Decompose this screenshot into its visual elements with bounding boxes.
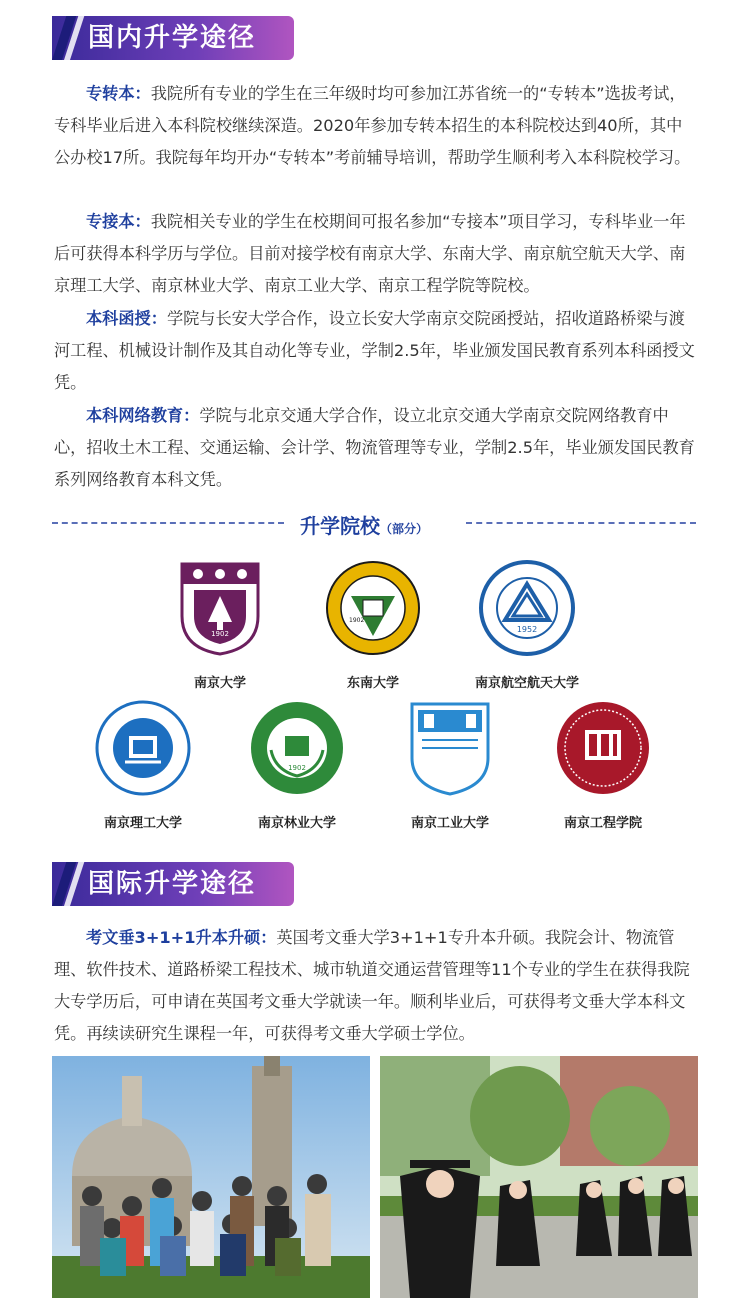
- domestic-title: 国内升学途径: [88, 23, 257, 53]
- paragraph-text: 学院与北京交通大学合作，设立北京交通大学南京交院网络教育中心，招收土木工程、交通运输、会计学、物流管理等专业，学制2.5年，毕业颁发国民教育系列网络教育本科文凭。: [54, 406, 695, 489]
- domestic-paragraph: [54, 303, 698, 399]
- domestic-paragraph: [54, 400, 698, 496]
- school-logo-item: [68, 700, 218, 831]
- nju-year: 1902: [211, 630, 229, 638]
- school-name: 南京大学: [193, 676, 246, 691]
- school-name: 东南大学: [346, 676, 399, 691]
- graduation-photo: [380, 1056, 698, 1298]
- paragraph-term: 专转本：: [86, 84, 151, 103]
- school-name: 南京工程学院: [563, 816, 642, 831]
- njtech-emblem-icon: [402, 700, 498, 796]
- paragraph-text: 我院所有专业的学生在三年级时均可参加江苏省统一的“专转本”选拔考试，专科毕业后进入本科院校继续深造。2020年参加专转本招生的本科院校达到40所，其中公办校17所。我院每年均开办“专转本”考前辅导培训，帮助学生顺利考入本科院校学习。: [54, 84, 691, 167]
- school-name: 南京航空航天大学: [474, 676, 579, 691]
- njfu-emblem-icon: [249, 700, 345, 796]
- njust-emblem-icon: [95, 700, 191, 796]
- international-title: 国际升学途径: [88, 869, 257, 899]
- nuaa-emblem-icon: [479, 560, 575, 656]
- school-logo-item: [298, 560, 448, 691]
- schools-title: [300, 510, 450, 539]
- school-logo-item: [452, 560, 602, 691]
- nuaa-year: 1952: [516, 625, 538, 634]
- paragraph-term: 本科网络教育：: [86, 406, 200, 425]
- international-paragraph: [54, 922, 698, 1050]
- school-name: 南京林业大学: [257, 816, 336, 831]
- paragraph-term: 专接本：: [86, 212, 151, 231]
- school-logo-item: [375, 700, 525, 831]
- njit-emblem-icon: [555, 700, 651, 796]
- schools-title-text: 升学院校: [300, 514, 380, 538]
- london-group-photo: [52, 1056, 370, 1298]
- paragraph-text: 英国考文垂大学3+1+1专升本升硕。我院会计、物流管理、软件技术、道路桥梁工程技术、城市轨道交通运营管理等11个专业的学生在获得我院大专学历后，可申请在英国考文垂大学就读一年。顺利毕业后，可获得考文垂大学本科文凭。再续读研究生课程一年，可获得考文垂大学硕士学位。: [54, 928, 690, 1043]
- school-logo-item: [222, 700, 372, 831]
- schools-subtitle: （部分）: [380, 522, 429, 536]
- paragraph-text: 我院相关专业的学生在校期间可报名参加“专接本”项目学习，专科毕业一年后可获得本科学历与学位。目前对接学校有南京大学、东南大学、南京航空航天大学、南京理工大学、南京林业大学、南京工业大学、南京工程学院等院校。: [54, 212, 686, 295]
- school-logo-item: [145, 560, 295, 691]
- paragraph-term: 考文垂3+1+1升本升硕：: [86, 928, 277, 947]
- paragraph-term: 本科函授：: [86, 309, 167, 328]
- school-name: 南京理工大学: [103, 816, 182, 831]
- domestic-paragraph: [54, 206, 698, 302]
- domestic-paragraph: [54, 78, 698, 174]
- seu-emblem-icon: [325, 560, 421, 656]
- divider-right: [466, 522, 696, 524]
- nju-emblem-icon: [172, 560, 268, 656]
- seu-year: 1902: [349, 617, 365, 624]
- divider-left: [52, 522, 284, 524]
- njfu-year: 1902: [288, 764, 306, 772]
- paragraph-text: 学院与长安大学合作，设立长安大学南京交院函授站，招收道路桥梁与渡河工程、机械设计制作及其自动化等专业，学制2.5年，毕业颁发国民教育系列本科函授文凭。: [54, 309, 695, 392]
- school-logo-item: [528, 700, 678, 831]
- school-name: 南京工业大学: [410, 816, 489, 831]
